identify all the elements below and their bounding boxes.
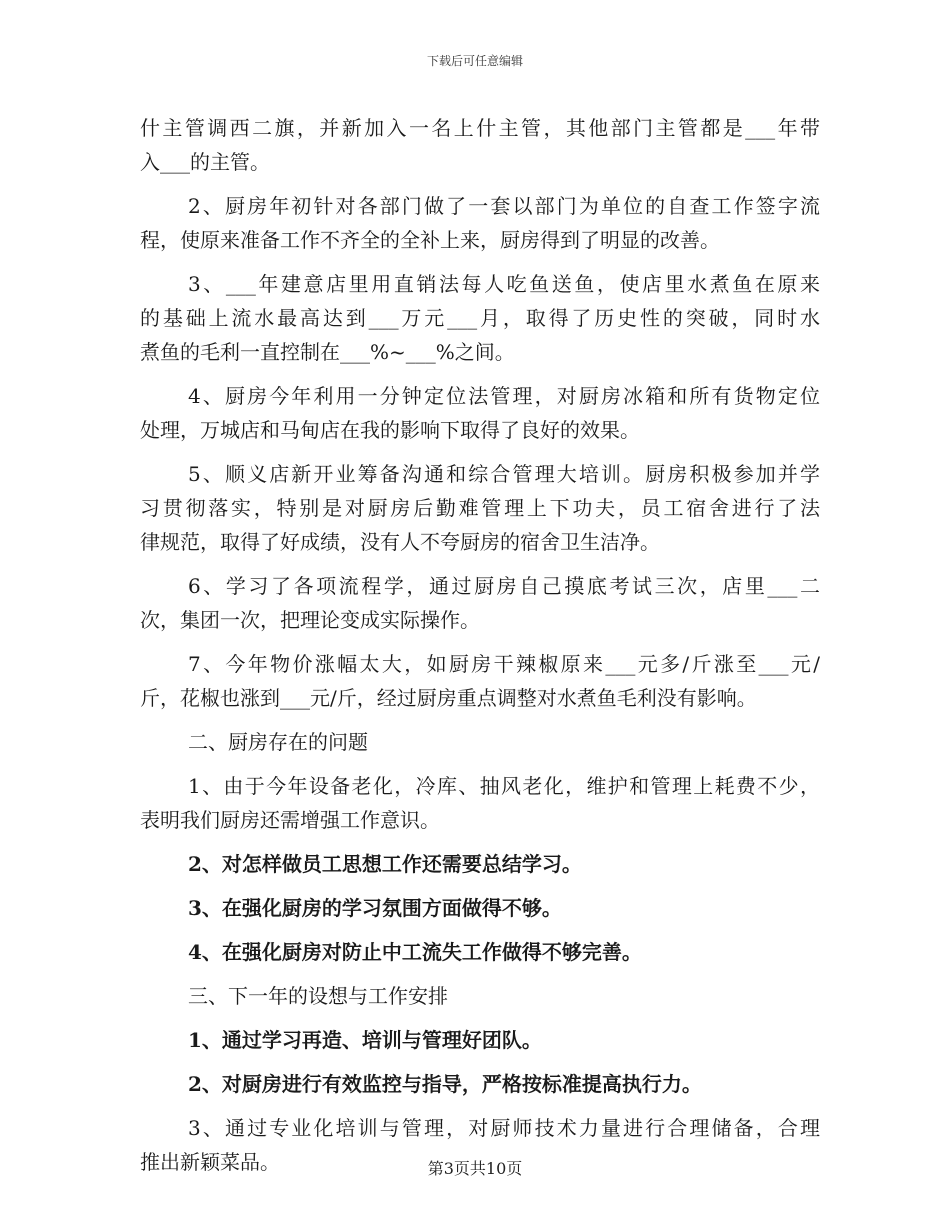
text-line: 煮鱼的毛利一直控制在___%~___%之间。 [140, 340, 515, 364]
text-line: 次，集团一次，把理论变成实际操作。 [140, 608, 480, 632]
paragraph [140, 725, 820, 759]
text-line: 3、通过专业化培训与管理，对厨师技术力量进行合理储备，合理 [188, 1116, 820, 1140]
text-line: 1、由于今年设备老化，冷库、抽风老化，维护和管理上耗费不少， [188, 774, 820, 798]
text-line: 什主管调西二旗，并新加入一名上什主管，其他部门主管都是___年带 [140, 116, 820, 140]
text-line: 表明我们厨房还需增强工作意识。 [140, 808, 440, 832]
paragraph [140, 891, 820, 925]
text-line: 2、对厨房进行有效监控与指导，严格按标准提高执行力。 [188, 1072, 702, 1096]
text-line: 2、厨房年初针对各部门做了一套以部门为单位的自查工作签字流 [188, 194, 820, 218]
document-body [140, 111, 820, 1189]
text-line: 处理，万城店和马甸店在我的影响下取得了良好的效果。 [140, 418, 640, 442]
paragraph [140, 267, 820, 369]
paragraph [140, 935, 820, 969]
text-line: 斤，花椒也涨到___元/斤，经过厨房重点调整对水煮鱼毛利没有影响。 [140, 686, 757, 710]
paragraph [140, 111, 820, 179]
paragraph [140, 569, 820, 637]
text-line: 4、在强化厨房对防止中工流失工作做得不够完善。 [188, 940, 642, 964]
paragraph [140, 647, 820, 715]
text-line: 6、学习了各项流程学，通过厨房自己摸底考试三次，店里___二 [188, 574, 820, 598]
text-line: 7、今年物价涨幅太大，如厨房干辣椒原来___元多/斤涨至___元/ [188, 652, 820, 676]
paragraph [140, 847, 820, 881]
paragraph [140, 1067, 820, 1101]
text-line: 5、顺义店新开业筹备沟通和综合管理大培训。厨房积极参加并学 [188, 462, 820, 486]
page-number: 第3页共10页 [427, 1159, 523, 1178]
text-line: 3、___年建意店里用直销法每人吃鱼送鱼，使店里水煮鱼在原来 [188, 272, 820, 296]
text-line: 程，使原来准备工作不齐全的全补上来，厨房得到了明显的改善。 [140, 228, 720, 252]
text-line: 4、厨房今年利用一分钟定位法管理，对厨房冰箱和所有货物定位 [188, 384, 820, 408]
text-line: 的基础上流水最高达到___万元___月，取得了历史性的突破，同时水 [140, 306, 820, 330]
text-line: 1、通过学习再造、培训与管理好团队。 [188, 1028, 542, 1052]
text-line: 习贯彻落实，特别是对厨房后勤难管理上下功夫，员工宿舍进行了法 [140, 496, 820, 520]
header-note: 下载后可任意编辑 [426, 54, 523, 68]
paragraph [140, 1023, 820, 1057]
text-line: 二、厨房存在的问题 [188, 730, 368, 754]
paragraph [140, 189, 820, 257]
text-line: 律规范，取得了好成绩，没有人不夸厨房的宿舍卫生洁净。 [140, 530, 660, 554]
text-line: 推出新颖菜品。 [140, 1150, 280, 1174]
paragraph [140, 979, 820, 1013]
text-line: 三、下一年的设想与工作安排 [188, 984, 448, 1008]
text-line: 2、对怎样做员工思想工作还需要总结学习。 [188, 852, 582, 876]
paragraph [140, 769, 820, 837]
text-line: 入___的主管。 [140, 150, 270, 174]
text-line: 3、在强化厨房的学习氛围方面做得不够。 [188, 896, 562, 920]
paragraph [140, 457, 820, 559]
paragraph [140, 379, 820, 447]
